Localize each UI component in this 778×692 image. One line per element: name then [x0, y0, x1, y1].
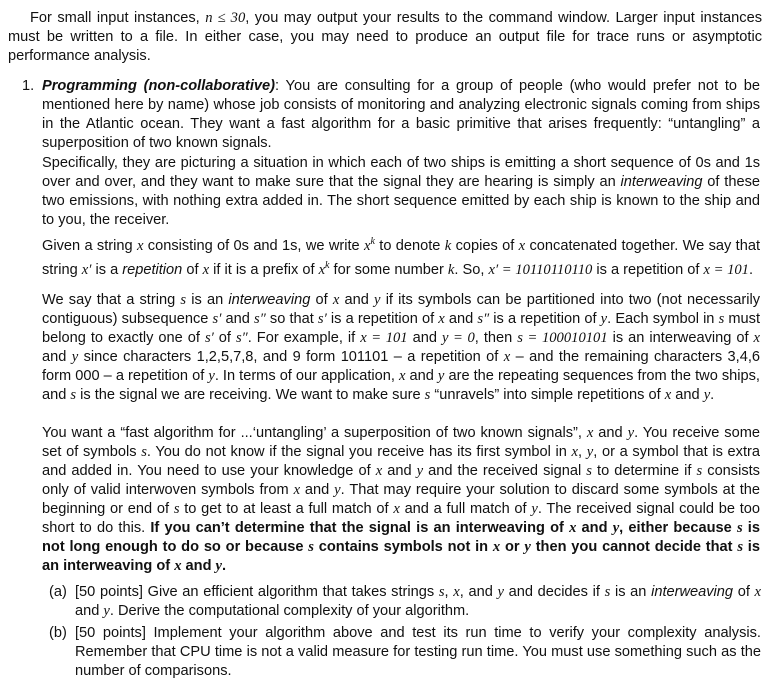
- problem-paragraph-1: Programming (non-collaborative): You are consulting for a group of people (who would prefer not to be mentioned here by name) whose job consists of monitoring and analyzing electronic signals coming from ships in the Atlantic ocean. They want a fast algorithm for a basic primitive that arises frequently: “untangling” a superposition of two known signals.: [42, 78, 760, 151]
- part-a-text: [50 points] Give an efficient algorithm that takes strings s, x, and y and decides if s is an interweaving of x and y. Derive the computational complexity of your algorithm.: [75, 584, 762, 619]
- part-b-text: [50 points] Implement your algorithm above and test its run time to verify your complexity analysis. Remember that CPU time is not a valid measure for testing run time. You must use something such as the number of comparisons.: [75, 625, 761, 679]
- problem-paragraph-5: You want a “fast algorithm for ...‘untangling’ a superposition of two known signals”, x and y. You receive some set of symbols s. You do not know if the signal you receive has its first symbol in x, y, or a symbol that is extra and added in. You need to use your knowledge of x and y and the received signal s to determine if s consists only of valid interwoven symbols from x and y. That may require your solution to discard some symbols at the beginning or end of s to get to at least a full match of x and a full match of y. The received signal could be too short to do this. If you can’t determine that the signal is an interweaving of x and y, either because s is not long enough to do so or because s contains symbols not in x or y then you cannot decide that s is an interweaving of x and y.: [42, 425, 761, 574]
- part-a-label: (a): [49, 584, 67, 600]
- part-b-label: (b): [49, 625, 67, 641]
- bold-requirement: If you can’t determine that the signal is an interweaving of x and y, either because s is not long enough to do so or because s contains symbols not in x or y then you cannot decide that s is an interweaving of x and y.: [42, 520, 760, 574]
- problem-heading: Programming (non-collaborative): [42, 78, 275, 94]
- intro-paragraph: For small input instances, n ≤ 30, you may output your results to the command window. Larger input instances must be written to a file. In either case, you may need to produce an output file for trace runs or asymptotic performance analysis.: [8, 10, 762, 64]
- problem-paragraph-4: We say that a string s is an interweaving of x and y if its symbols can be partitioned into two (not necessarily contiguous) subsequence s′ and s″ so that s′ is a repetition of x and s″ is a repetition of y. Each symbol in s must belong to exactly one of s′ of s″. For example, if x = 101 and y = 0, then s = 100010101 is an interweaving of x and y since characters 1,2,5,7,8, and 9 form 101101 – a repetition of x – and the remaining characters 3,4,6 form 000 – a repetition of y. In terms of our application, x and y are the repeating sequences from the two ships, and s is the signal we are receiving. We want to make sure s “unravels” into simple repetitions of x and y.: [42, 292, 761, 403]
- problem-paragraph-2: Specifically, they are picturing a situation in which each of two ships is emitting a short sequence of 0s and 1s over and over, and they want to make sure that the signal they are hearing is simply an interweaving of these two emissions, with nothing extra added in. The short sequence emitted by each ship is known to the ship and to you, the receiver.: [42, 155, 760, 228]
- problem-paragraph-3: Given a string x consisting of 0s and 1s, we write $x^k$ to denote k copies of x concatenated together. We say that string x′ is a repetition of x if it is a prefix of $x^k$ for some number k. So, x′ = 10110110110 is a repetition of x = 101.: [42, 236, 760, 278]
- problem-number: 1.: [22, 78, 35, 94]
